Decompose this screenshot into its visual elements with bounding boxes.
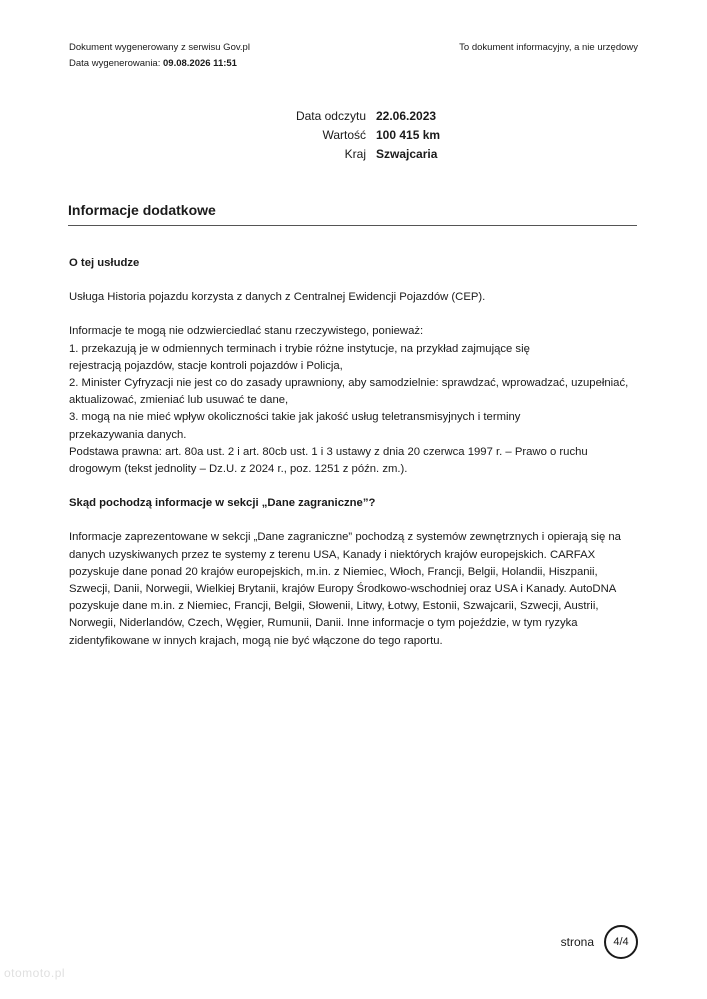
about-line: Informacje te mogą nie odzwierciedlać stanu rzeczywistego, ponieważ: [69, 325, 424, 338]
mileage-label: Wartość [322, 128, 366, 142]
country-value: Szwajcaria [376, 147, 438, 161]
about-line: 2. Minister Cyfryzacji nie jest co do zasady uprawniony, aby samodzielnie: sprawdzać, wprowadzać, uzupełniać, [69, 377, 629, 390]
generation-date [69, 56, 250, 72]
reading-date-value: 22.06.2023 [376, 109, 437, 123]
about-line: przekazywania danych. [69, 428, 187, 441]
document-header-left [69, 40, 250, 72]
foreign-data-line: pozyskuje dane m.in. z Niemiec, Francji, Belgii, Słowenii, Litwy, Łotwy, Estonii, Szwajcarii, Szwecji, Austrii, [69, 600, 599, 613]
about-line: 1. przekazują je w odmiennych terminach i trybie różne instytucje, na przykład zajmujące się [69, 342, 530, 355]
spacer [69, 512, 644, 529]
spacer [69, 478, 644, 495]
about-heading: O tej usłudze [69, 257, 140, 269]
reading-date-label: Data odczytu [295, 109, 366, 123]
spacer [69, 306, 644, 323]
page-label: strona [560, 935, 594, 949]
document-disclaimer: To dokument informacyjny, a nie urzędowy [459, 42, 638, 53]
section-title: Informacje dodatkowe [68, 202, 216, 218]
reading-date-row [230, 107, 490, 126]
country-row [230, 145, 490, 164]
foreign-data-line: danych uzyskiwanych przez te systemy z terenu USA, Kanady i niektórych krajów europejskich. CARFAX [69, 548, 596, 561]
legal-basis-line: drogowym (tekst jednolity – Dz.U. z 2024 r., poz. 1251 z późn. zm.). [69, 463, 408, 476]
foreign-data-line: Szwecji, Danii, Norwegii, Wielkiej Brytanii, krajów Europy Środkowo-wschodniej oraz USA i Kanady. AutoDNA [69, 583, 617, 596]
mileage-value: 100 415 km [376, 128, 441, 142]
additional-info-content [69, 255, 644, 650]
about-line: rejestracją pojazdów, stacje kontroli pojazdów i Policja, [69, 359, 343, 372]
about-line: aktualizować, zmieniać lub usuwać te dane, [69, 394, 289, 407]
foreign-data-line: Norwegii, Niderlandów, Czech, Węgier, Rumunii, Danii. Inne informacje o tym pojeździe, w tym ryzyka [69, 617, 578, 630]
about-intro: Usługa Historia pojazdu korzysta z danych z Centralnej Ewidencji Pojazdów (CEP). [69, 291, 486, 304]
spacer [69, 272, 644, 289]
legal-basis-line: Podstawa prawna: art. 80a ust. 2 i art. 80cb ust. 1 i 3 ustawy z dnia 20 czerwca 1997 r. – Prawo o ruchu [69, 445, 588, 458]
foreign-data-line: Informacje zaprezentowane w sekcji „Dane zagraniczne” pochodzą z systemów zewnętrznych i opierają się na [69, 531, 621, 544]
page-footer [561, 925, 638, 959]
generation-date-value: 09.08.2026 11:51 [163, 58, 237, 69]
watermark: otomoto.pl [4, 966, 66, 980]
country-label: Kraj [344, 147, 366, 161]
generation-date-label: Data wygenerowania: [69, 58, 161, 69]
source-line: Dokument wygenerowany z serwisu Gov.pl [69, 42, 250, 53]
reading-details [230, 107, 490, 164]
about-line: 3. mogą na nie mieć wpływ okoliczności takie jak jakość usług teletransmisyjnych i terminy [69, 411, 521, 424]
foreign-data-heading: Skąd pochodzą informacje w sekcji „Dane zagraniczne”? [69, 497, 376, 510]
foreign-data-line: zidentyfikowane w innych krajach, mogą nie być włączone do tego raportu. [69, 634, 443, 647]
page-number-badge: 4/4 [604, 925, 638, 959]
foreign-data-line: pozyskuje dane ponad 20 krajów europejskich, m.in. z Niemiec, Włoch, Francji, Belgii, Holandii, Hiszpanii, [69, 565, 598, 578]
mileage-row [230, 126, 490, 145]
section-divider [68, 225, 637, 226]
